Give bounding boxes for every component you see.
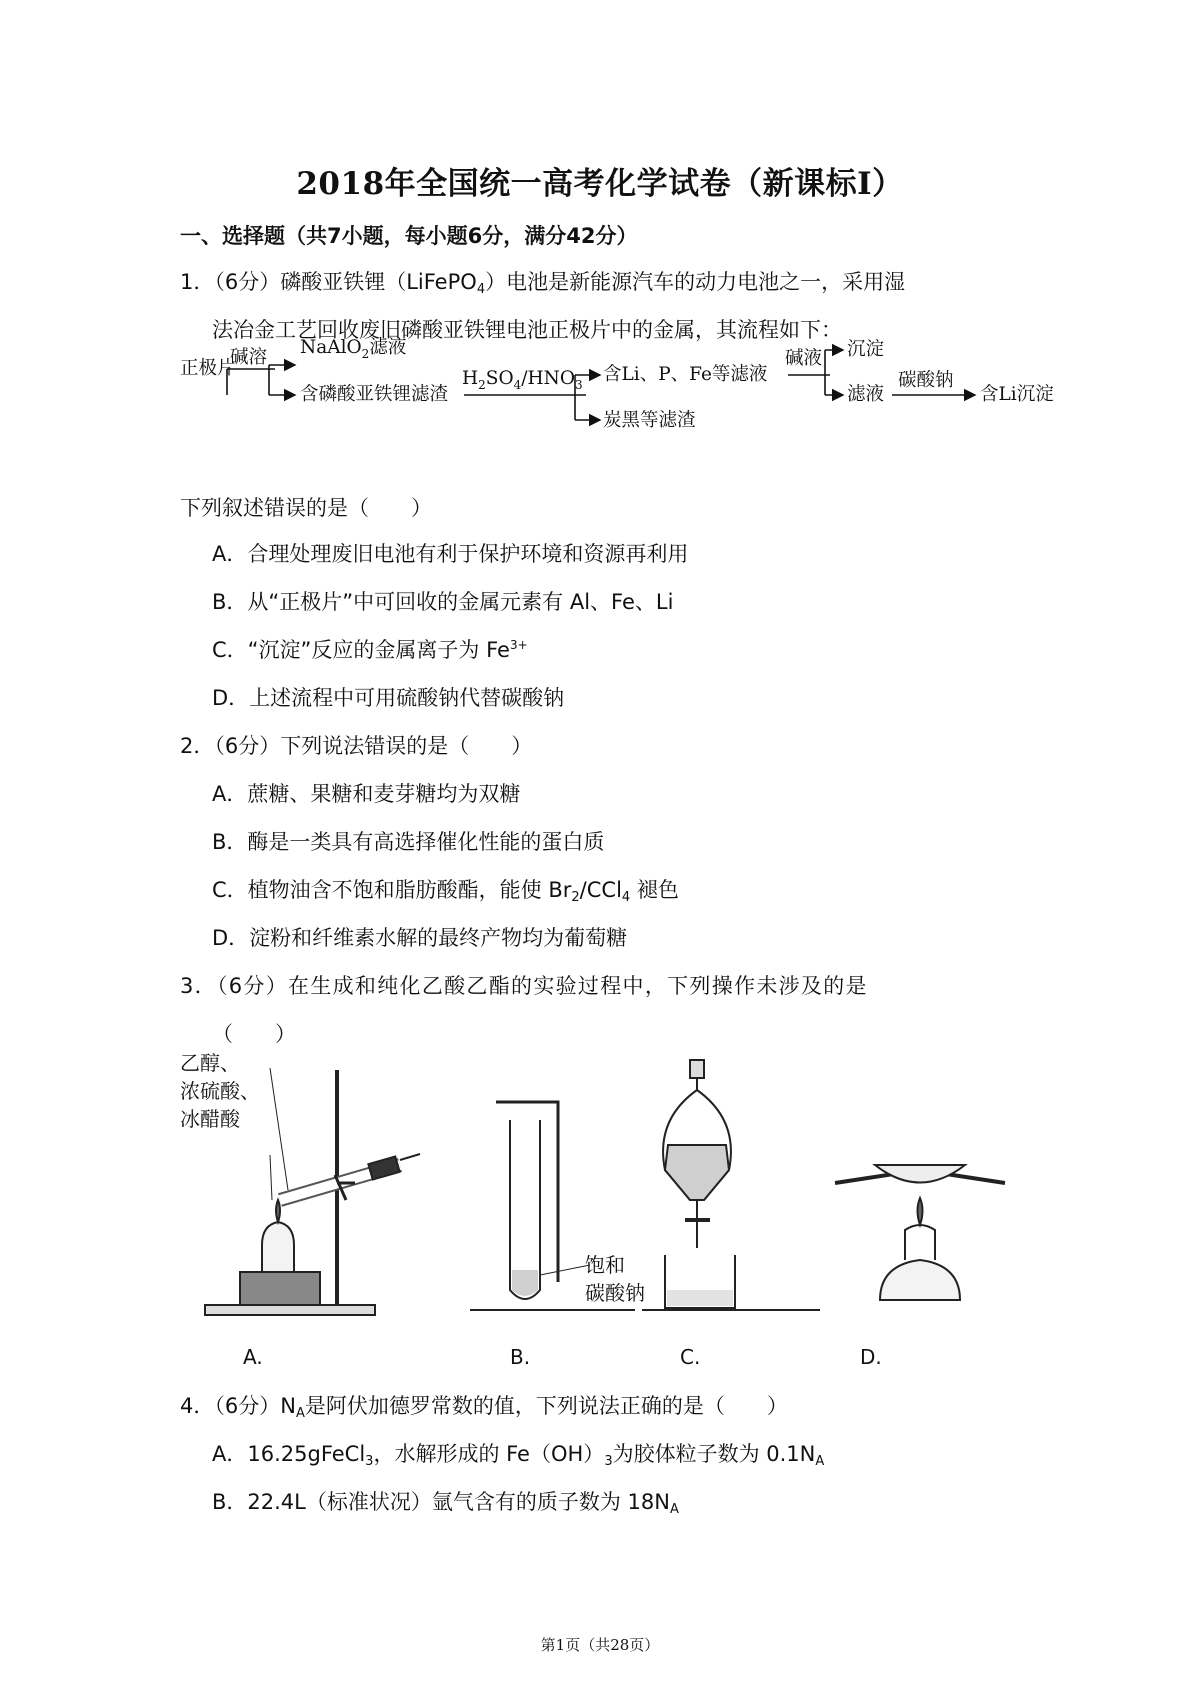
q2-stem: 2．（6分）下列说法错误的是（ ） <box>180 734 533 758</box>
flow-out6: 滤液 <box>847 384 885 405</box>
page-title: 2018年全国统一高考化学试卷（新课标Ⅰ） <box>296 166 904 202</box>
apparatus-a-label-leader <box>270 1155 272 1200</box>
apparatus-a-label-2: 浓硫酸、 <box>180 1079 260 1103</box>
q1-option-a: A．合理处理废旧电池有利于保护环境和资源再利用 <box>212 542 689 566</box>
flow-step1-label: 碱溶 <box>230 347 268 368</box>
q2-option-b: B．酶是一类具有高选择催化性能的蛋白质 <box>212 830 605 854</box>
q3-label-c: C. <box>680 1345 701 1369</box>
q3-label-b: B. <box>510 1345 531 1369</box>
apparatus-a-label-1: 乙醇、 <box>180 1051 240 1075</box>
apparatus-b-label-2: 碳酸钠 <box>585 1281 645 1305</box>
q1-option-d: D．上述流程中可用硫酸钠代替碳酸钠 <box>212 686 565 710</box>
q1-flowchart <box>180 337 1160 470</box>
flow-out3: 含Li、P、Fe等滤液 <box>603 364 768 385</box>
q2-option-d: D．淀粉和纤维素水解的最终产物均为葡萄糖 <box>212 926 628 950</box>
apparatus-d <box>835 1165 1005 1300</box>
q3-stem: 3．（6分）在生成和纯化乙酸乙酯的实验过程中，下列操作未涉及的是 <box>180 974 868 998</box>
q3-label-d: D. <box>860 1345 882 1369</box>
apparatus-b <box>470 1102 635 1310</box>
q3-label-a: A. <box>243 1345 263 1369</box>
flow-step3-label: 碳酸钠 <box>898 370 954 391</box>
q1-option-b: B．从“正极片”中可回收的金属元素有 Al、Fe、Li <box>212 590 674 614</box>
flow-out2: 含磷酸亚铁锂滤渣 <box>300 384 449 405</box>
section-heading: 一、选择题（共7小题，每小题6分，满分42分） <box>180 224 638 248</box>
flow-start: 正极片 <box>180 358 236 379</box>
q1-stem-line1: 1．（6分）磷酸亚铁锂（LiFePO$_4$）电池是新能源汽车的动力电池之一，采用湿 <box>180 270 906 297</box>
apparatus-a <box>205 1068 420 1315</box>
flow-reagent: $H_2SO_4/HNO_3$ <box>462 368 583 392</box>
q4-stem: 4．（6分）$N_A$是阿伏加德罗常数的值，下列说法正确的是（ ） <box>180 1394 788 1421</box>
q3-paren: （ ） <box>212 1022 296 1046</box>
flow-out4: 炭黑等滤渣 <box>603 410 696 431</box>
flow-step2-label: 碱液 <box>785 348 823 369</box>
q4-option-a: A．16.25gFeCl$_3$，水解形成的 $Fe(OH)_3$为胶体粒子数为 $0.1N_A$ <box>212 1442 825 1469</box>
q1-option-c: C．“沉淀”反应的金属离子为 $Fe^{3+}$ <box>212 638 528 662</box>
flow-out7: 含Li沉淀 <box>980 384 1054 405</box>
q1-lead: 下列叙述错误的是（ ） <box>180 496 432 520</box>
q3-apparatus-figure <box>180 1050 1160 1335</box>
apparatus-c <box>642 1060 820 1310</box>
flow-out1: NaAlO$_2$滤液 <box>300 337 407 361</box>
apparatus-a-label-3: 冰醋酸 <box>180 1107 240 1131</box>
apparatus-b-label-1: 饱和 <box>585 1253 625 1277</box>
page-footer: 第1页（共28页） <box>540 1636 660 1654</box>
q4-option-b: B．22.4L（标准状况）氩气含有的质子数为 $18N_A$ <box>212 1490 679 1517</box>
q1-stem-line2: 法冶金工艺回收废旧磷酸亚铁锂电池正极片中的金属，其流程如下： <box>212 318 842 342</box>
q2-option-c: C．植物油含不饱和脂肪酸酯，能使 $Br_2/CCl_4$ 褪色 <box>212 878 679 905</box>
flow-out5: 沉淀 <box>847 339 885 360</box>
q2-option-a: A．蔗糖、果糖和麦芽糖均为双糖 <box>212 782 521 806</box>
